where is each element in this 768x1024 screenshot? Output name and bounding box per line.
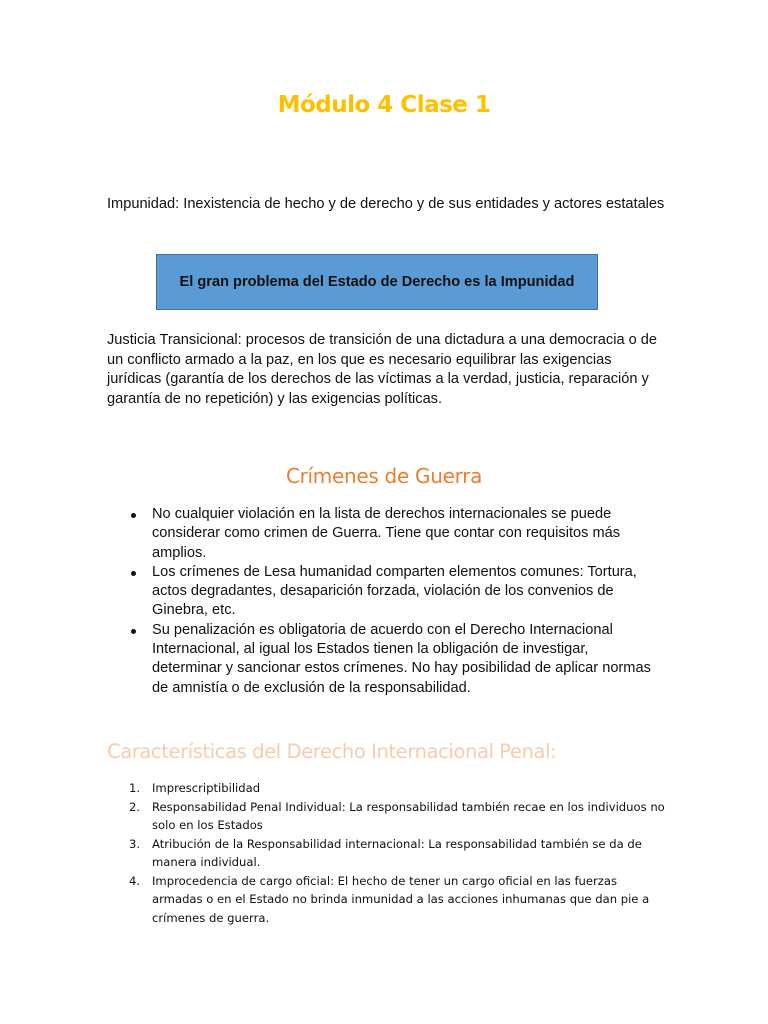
list-item-text: No cualquier violación en la lista de derechos internacionales se puede considerar como crimen de Guerra. Tiene que contar con requisitos más amplios. [152, 506, 621, 561]
callout-box [156, 254, 598, 310]
list-item [107, 563, 657, 621]
list-item [107, 872, 667, 928]
bullet-icon [131, 513, 136, 518]
list-item [107, 835, 667, 872]
list-item [107, 798, 667, 835]
characteristics-heading: Características del Derecho Internacional Penal: [107, 740, 557, 763]
bullet-icon [131, 629, 136, 634]
list-item-number: 2. [129, 799, 141, 814]
document-title: Módulo 4 Clase 1 [277, 92, 491, 118]
list-item-text: Los crímenes de Lesa humanidad comparten elementos comunes: Tortura, actos degradantes, desaparición forzada, violación de los convenios de Ginebra, etc. [152, 563, 637, 619]
list-item-text: Atribución de la Responsabilidad internacional: La responsabilidad también se da de manera individual. [152, 836, 642, 869]
justicia-paragraph: Justicia Transicional: procesos de transición de una dictadura a una democracia o de un conflicto armado a la paz, en los que es necesario equilibrar las exigencias jurídicas (garantía de los derechos de las víctimas a la verdad, justicia, reparación y garantía de no repetición) y las exigencias políticas. [107, 332, 658, 407]
list-item [107, 779, 667, 798]
war-crimes-list [107, 505, 657, 698]
characteristics-list [107, 779, 667, 927]
list-item-number: 3. [129, 836, 141, 851]
war-crimes-heading: Crímenes de Guerra [285, 464, 483, 488]
list-item-text: Improcedencia de cargo oficial: El hecho de tener un cargo oficial en las fuerzas armadas o en el Estado no brinda inmunidad a las acciones inhumanas que dan pie a crímenes de guerra. [152, 873, 650, 925]
list-item-text: Su penalización es obligatoria de acuerdo con el Derecho Internacional Internacional, al igual los Estados tienen la obligación de investigar, determinar y sancionar estos crímenes. No hay posibilidad de aplicar normas de amnistía o de exclusión de la responsabilidad. [152, 621, 651, 696]
list-item-text: Imprescriptibilidad [152, 781, 261, 795]
list-item [107, 621, 657, 698]
list-item [107, 505, 657, 563]
list-item-text: Responsabilidad Penal Individual: La responsabilidad también recae en los individuos no solo en los Estados [152, 799, 665, 832]
list-item-number: 1. [129, 781, 141, 795]
impunidad-paragraph: Impunidad: Inexistencia de hecho y de derecho y de sus entidades y actores estatales [107, 196, 665, 212]
callout-text: El gran problema del Estado de Derecho es la Impunidad [179, 274, 575, 290]
list-item-number: 4. [129, 873, 141, 888]
bullet-icon [131, 571, 136, 576]
